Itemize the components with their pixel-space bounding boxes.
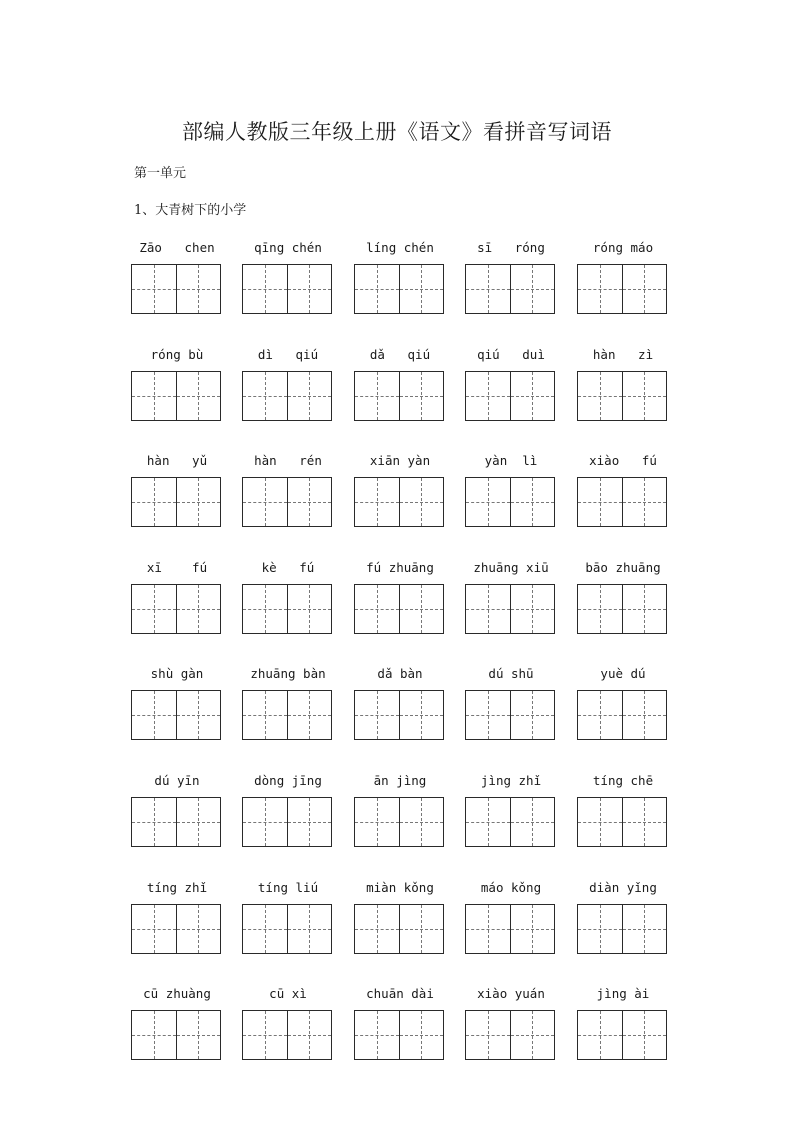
- writing-box-pair[interactable]: [465, 477, 555, 527]
- character-writing-box[interactable]: [287, 585, 332, 633]
- character-writing-box[interactable]: [466, 478, 510, 526]
- character-writing-box[interactable]: [243, 905, 287, 953]
- character-writing-box[interactable]: [355, 798, 399, 846]
- character-writing-box[interactable]: [355, 265, 399, 313]
- writing-box-pair[interactable]: [465, 1010, 555, 1060]
- character-writing-box[interactable]: [622, 691, 667, 739]
- pinyin-label: líng chén: [366, 240, 434, 255]
- writing-box-pair[interactable]: [242, 797, 332, 847]
- pinyin-label: ān jìng: [373, 773, 427, 788]
- character-writing-box[interactable]: [243, 265, 287, 313]
- pinyin-label: kè fú: [261, 560, 315, 575]
- pinyin-label: tíng zhǐ: [146, 880, 208, 895]
- character-writing-box[interactable]: [287, 1011, 332, 1059]
- character-writing-box[interactable]: [578, 691, 622, 739]
- writing-box-pair[interactable]: [242, 1010, 332, 1060]
- character-writing-box[interactable]: [578, 905, 622, 953]
- character-writing-box[interactable]: [578, 265, 622, 313]
- character-writing-box[interactable]: [578, 798, 622, 846]
- writing-box-pair[interactable]: [354, 477, 444, 527]
- unit-heading: 第一单元: [134, 166, 187, 181]
- pinyin-label: máo kǒng: [480, 880, 542, 895]
- character-writing-box[interactable]: [355, 691, 399, 739]
- pinyin-label: dǎ bàn: [377, 666, 423, 681]
- character-writing-box[interactable]: [287, 265, 332, 313]
- character-writing-box[interactable]: [176, 798, 221, 846]
- character-writing-box[interactable]: [466, 585, 510, 633]
- character-writing-box[interactable]: [132, 265, 176, 313]
- pinyin-label: jìng zhǐ: [480, 773, 542, 788]
- pinyin-label: qīng chén: [254, 240, 322, 255]
- character-writing-box[interactable]: [132, 478, 176, 526]
- character-writing-box[interactable]: [132, 691, 176, 739]
- pinyin-label: dòng jīng: [254, 773, 322, 788]
- writing-box-pair[interactable]: [131, 477, 221, 527]
- writing-box-pair[interactable]: [577, 371, 667, 421]
- writing-box-pair[interactable]: [577, 264, 667, 314]
- writing-box-pair[interactable]: [465, 797, 555, 847]
- writing-box-pair[interactable]: [242, 584, 332, 634]
- character-writing-box[interactable]: [622, 265, 667, 313]
- writing-box-pair[interactable]: [465, 264, 555, 314]
- character-writing-box[interactable]: [578, 372, 622, 420]
- pinyin-label: miàn kǒng: [366, 880, 434, 895]
- pinyin-label: róng máo: [592, 240, 654, 255]
- writing-box-pair[interactable]: [242, 371, 332, 421]
- character-writing-box[interactable]: [399, 585, 444, 633]
- character-writing-box[interactable]: [243, 1011, 287, 1059]
- character-writing-box[interactable]: [176, 905, 221, 953]
- writing-box-pair[interactable]: [242, 690, 332, 740]
- character-writing-box[interactable]: [287, 691, 332, 739]
- writing-box-pair[interactable]: [131, 1010, 221, 1060]
- pinyin-label: tíng liú: [257, 880, 319, 895]
- character-writing-box[interactable]: [399, 691, 444, 739]
- writing-box-pair[interactable]: [242, 477, 332, 527]
- writing-box-pair[interactable]: [131, 264, 221, 314]
- pinyin-label: róng bù: [150, 347, 204, 362]
- pinyin-label: Zāo chen: [139, 240, 215, 255]
- character-writing-box[interactable]: [355, 585, 399, 633]
- pinyin-label: xī fú: [146, 560, 208, 575]
- character-writing-box[interactable]: [399, 372, 444, 420]
- pinyin-label: jìng ài: [596, 986, 650, 1001]
- character-writing-box[interactable]: [243, 585, 287, 633]
- character-writing-box[interactable]: [176, 372, 221, 420]
- character-writing-box[interactable]: [622, 585, 667, 633]
- pinyin-label: hàn zì: [592, 347, 654, 362]
- character-writing-box[interactable]: [355, 905, 399, 953]
- character-writing-box[interactable]: [287, 798, 332, 846]
- pinyin-label: zhuāng bàn: [250, 666, 326, 681]
- pinyin-label: xiào fú: [589, 453, 657, 468]
- character-writing-box[interactable]: [399, 1011, 444, 1059]
- lesson-heading: 1、大青树下的小学: [134, 203, 247, 218]
- character-writing-box[interactable]: [176, 1011, 221, 1059]
- writing-box-pair[interactable]: [577, 797, 667, 847]
- pinyin-label: dì qiú: [257, 347, 319, 362]
- character-writing-box[interactable]: [287, 478, 332, 526]
- character-writing-box[interactable]: [176, 691, 221, 739]
- writing-box-pair[interactable]: [354, 797, 444, 847]
- character-writing-box[interactable]: [622, 905, 667, 953]
- writing-box-pair[interactable]: [131, 371, 221, 421]
- page-title: 部编人教版三年级上册《语文》看拼音写词语: [182, 120, 612, 144]
- character-writing-box[interactable]: [399, 478, 444, 526]
- writing-box-pair[interactable]: [354, 690, 444, 740]
- pinyin-label: dú yīn: [154, 773, 200, 788]
- character-writing-box[interactable]: [132, 798, 176, 846]
- writing-box-pair[interactable]: [354, 264, 444, 314]
- pinyin-label: yuè dú: [600, 666, 646, 681]
- character-writing-box[interactable]: [510, 905, 555, 953]
- character-writing-box[interactable]: [132, 905, 176, 953]
- character-writing-box[interactable]: [243, 798, 287, 846]
- writing-box-pair[interactable]: [577, 904, 667, 954]
- pinyin-label: tíng chē: [592, 773, 654, 788]
- writing-box-pair[interactable]: [465, 371, 555, 421]
- character-writing-box[interactable]: [578, 1011, 622, 1059]
- pinyin-label: zhuāng xiū: [473, 560, 549, 575]
- pinyin-label: xiān yàn: [369, 453, 431, 468]
- character-writing-box[interactable]: [510, 798, 555, 846]
- pinyin-label: fú zhuāng: [366, 560, 434, 575]
- character-writing-box[interactable]: [578, 478, 622, 526]
- writing-box-pair[interactable]: [354, 371, 444, 421]
- character-writing-box[interactable]: [622, 372, 667, 420]
- pinyin-label: chuān dài: [366, 986, 434, 1001]
- character-writing-box[interactable]: [399, 905, 444, 953]
- character-writing-box[interactable]: [466, 372, 510, 420]
- character-writing-box[interactable]: [510, 478, 555, 526]
- writing-box-pair[interactable]: [577, 690, 667, 740]
- character-writing-box[interactable]: [578, 585, 622, 633]
- pinyin-label: shù gàn: [150, 666, 204, 681]
- character-writing-box[interactable]: [287, 372, 332, 420]
- character-writing-box[interactable]: [622, 478, 667, 526]
- character-writing-box[interactable]: [355, 1011, 399, 1059]
- pinyin-label: bāo zhuāng: [585, 560, 661, 575]
- writing-box-pair[interactable]: [131, 797, 221, 847]
- character-writing-box[interactable]: [622, 1011, 667, 1059]
- pinyin-label: qiú duì: [477, 347, 545, 362]
- writing-box-pair[interactable]: [131, 584, 221, 634]
- pinyin-label: sī róng: [477, 240, 545, 255]
- character-writing-box[interactable]: [510, 585, 555, 633]
- character-writing-box[interactable]: [355, 478, 399, 526]
- character-writing-box[interactable]: [510, 265, 555, 313]
- writing-box-pair[interactable]: [577, 1010, 667, 1060]
- pinyin-label: xiào yuán: [477, 986, 545, 1001]
- writing-box-pair[interactable]: [577, 584, 667, 634]
- writing-box-pair[interactable]: [354, 584, 444, 634]
- writing-box-pair[interactable]: [465, 904, 555, 954]
- writing-box-pair[interactable]: [465, 690, 555, 740]
- character-writing-box[interactable]: [176, 478, 221, 526]
- character-writing-box[interactable]: [622, 798, 667, 846]
- character-writing-box[interactable]: [466, 905, 510, 953]
- writing-box-pair[interactable]: [242, 264, 332, 314]
- character-writing-box[interactable]: [466, 1011, 510, 1059]
- character-writing-box[interactable]: [355, 372, 399, 420]
- character-writing-box[interactable]: [132, 372, 176, 420]
- character-writing-box[interactable]: [510, 372, 555, 420]
- writing-box-pair[interactable]: [465, 584, 555, 634]
- character-writing-box[interactable]: [287, 905, 332, 953]
- writing-box-pair[interactable]: [577, 477, 667, 527]
- character-writing-box[interactable]: [176, 265, 221, 313]
- writing-box-pair[interactable]: [131, 904, 221, 954]
- pinyin-label: cū xì: [269, 986, 307, 1001]
- writing-box-pair[interactable]: [354, 1010, 444, 1060]
- pinyin-label: cū zhuàng: [143, 986, 211, 1001]
- character-writing-box[interactable]: [243, 372, 287, 420]
- character-writing-box[interactable]: [176, 585, 221, 633]
- character-writing-box[interactable]: [510, 691, 555, 739]
- character-writing-box[interactable]: [510, 1011, 555, 1059]
- pinyin-label: hàn rén: [254, 453, 322, 468]
- character-writing-box[interactable]: [243, 691, 287, 739]
- character-writing-box[interactable]: [466, 265, 510, 313]
- writing-box-pair[interactable]: [131, 690, 221, 740]
- character-writing-box[interactable]: [399, 798, 444, 846]
- character-writing-box[interactable]: [243, 478, 287, 526]
- character-writing-box[interactable]: [132, 585, 176, 633]
- character-writing-box[interactable]: [132, 1011, 176, 1059]
- character-writing-box[interactable]: [466, 798, 510, 846]
- character-writing-box[interactable]: [399, 265, 444, 313]
- pinyin-label: hàn yǔ: [146, 453, 208, 468]
- writing-box-pair[interactable]: [242, 904, 332, 954]
- pinyin-label: yàn lì: [484, 453, 538, 468]
- character-writing-box[interactable]: [466, 691, 510, 739]
- pinyin-label: dú shū: [488, 666, 534, 681]
- writing-box-pair[interactable]: [354, 904, 444, 954]
- pinyin-label: diàn yǐng: [589, 880, 657, 895]
- pinyin-label: dǎ qiú: [369, 347, 431, 362]
